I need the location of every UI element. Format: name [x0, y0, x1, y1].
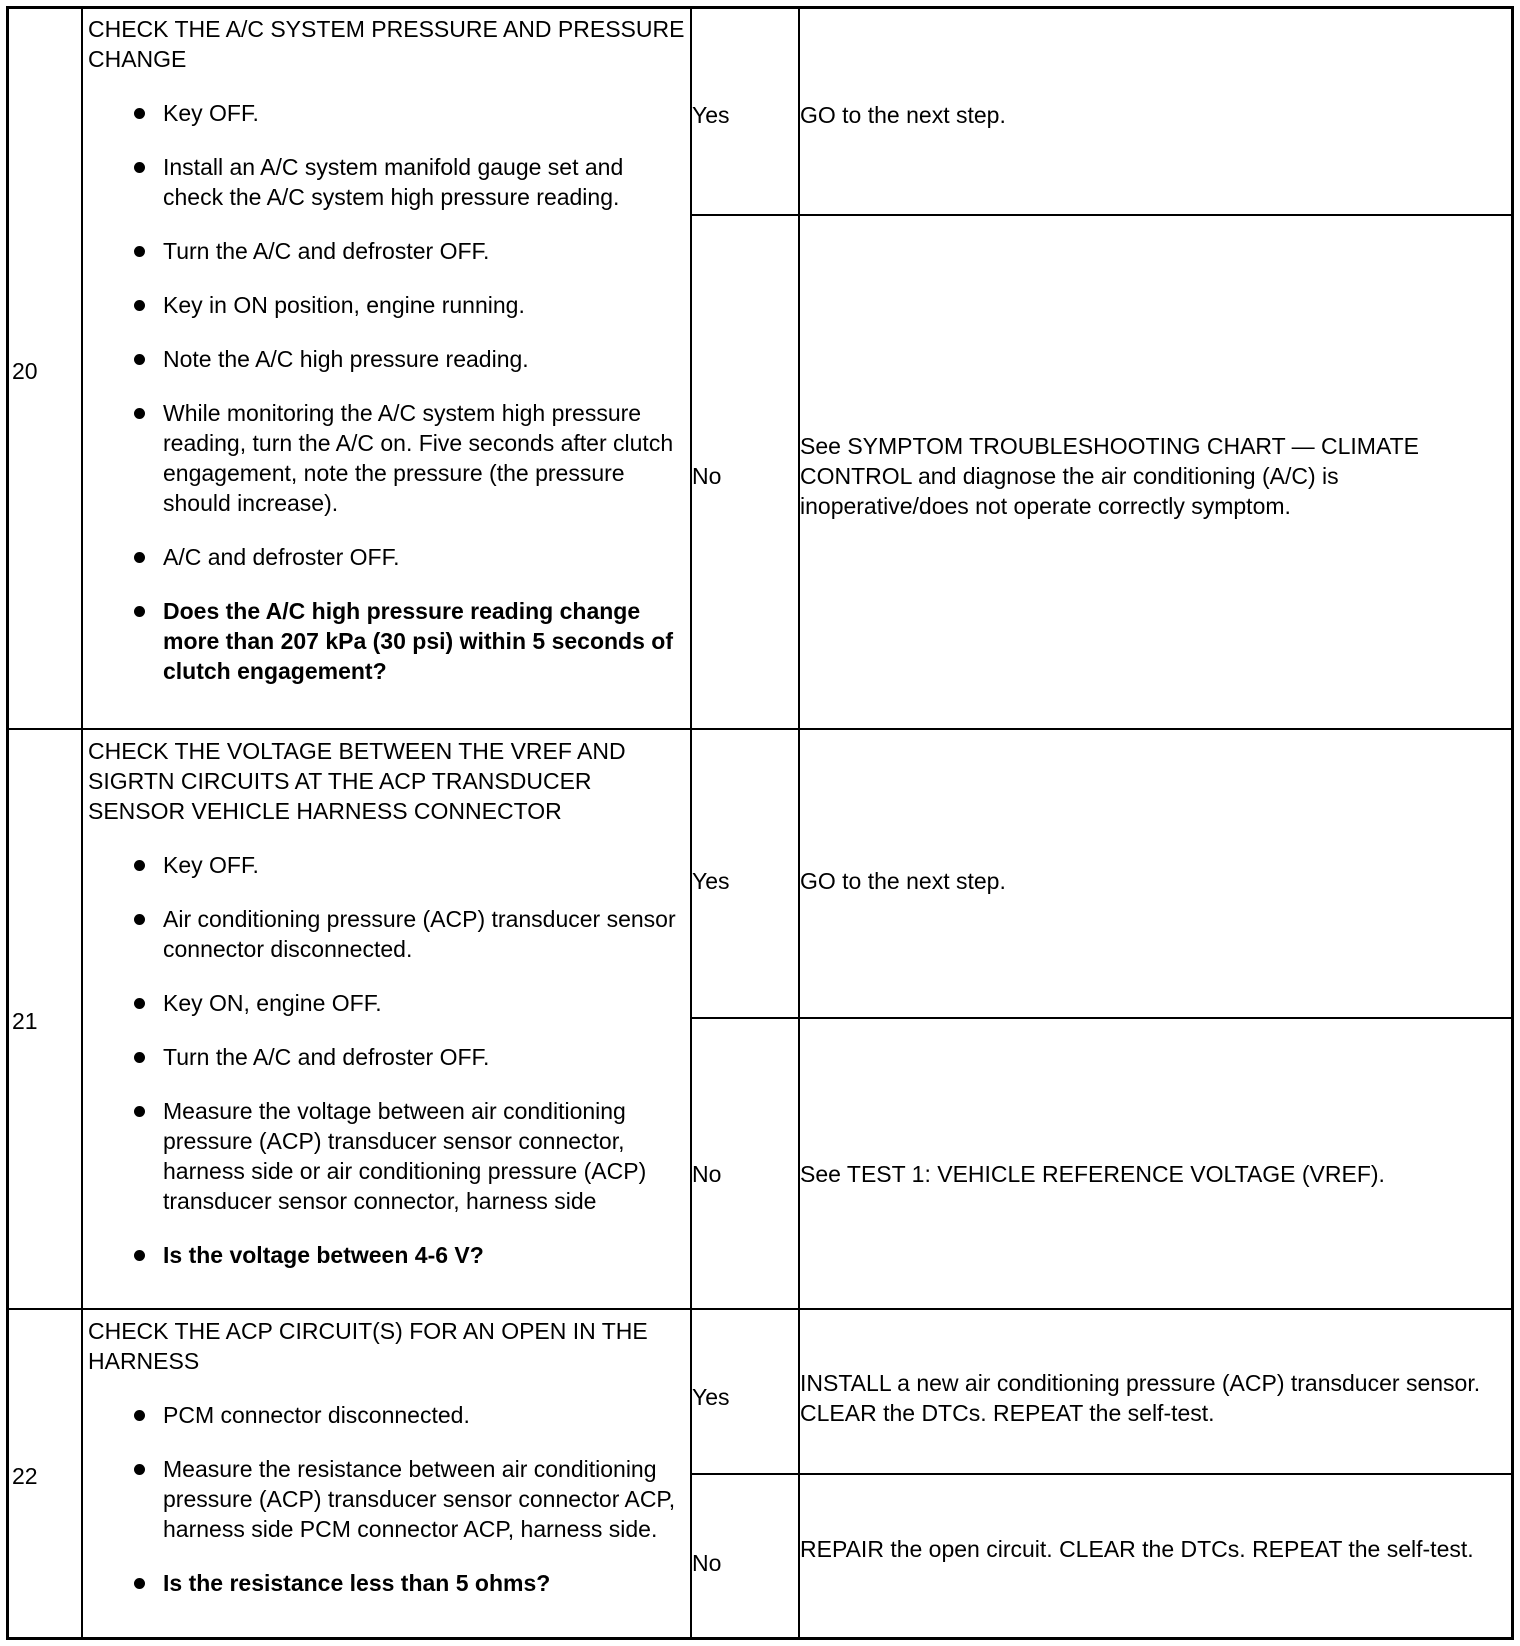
- yes-action: GO to the next step.: [800, 102, 1006, 128]
- action-list: [88, 98, 688, 686]
- action-list: [88, 850, 688, 1270]
- action-item: Turn the A/C and defroster OFF.: [88, 1042, 688, 1072]
- no-label: No: [692, 463, 722, 489]
- step-number: 20: [12, 358, 38, 384]
- result-divider: [690, 214, 1514, 216]
- step-question: Does the A/C high pressure reading change more than 207 kPa (30 psi) within 5 seconds of clutch engagement?: [88, 596, 688, 686]
- action-item: Turn the A/C and defroster OFF.: [88, 236, 688, 266]
- step-content: [88, 1316, 688, 1598]
- yes-label: Yes: [692, 1384, 730, 1410]
- step-number: 22: [12, 1463, 38, 1489]
- no-label: No: [692, 1550, 722, 1576]
- row-divider: [6, 728, 1514, 730]
- step-content: [88, 14, 688, 686]
- no-action: See TEST 1: VEHICLE REFERENCE VOLTAGE (VREF).: [800, 1161, 1385, 1187]
- step-question: Is the voltage between 4-6 V?: [88, 1240, 688, 1270]
- no-label: No: [692, 1161, 722, 1187]
- step-content: [88, 736, 688, 1270]
- action-item: Measure the resistance between air conditioning pressure (ACP) transducer sensor connector ACP, harness side PCM connector ACP, harness side.: [88, 1454, 688, 1544]
- action-item: A/C and defroster OFF.: [88, 542, 688, 572]
- action-item: Key OFF.: [88, 98, 688, 128]
- step-title: CHECK THE A/C SYSTEM PRESSURE AND PRESSURE CHANGE: [88, 16, 685, 72]
- yes-label: Yes: [692, 102, 730, 128]
- action-item: While monitoring the A/C system high pressure reading, turn the A/C on. Five seconds after clutch engagement, note the pressure (the pressure should increase).: [88, 398, 688, 518]
- action-item: Measure the voltage between air conditioning pressure (ACP) transducer sensor connector, harness side or air conditioning pressure (ACP) transducer sensor connector, harness side: [88, 1096, 688, 1216]
- step-number: 21: [12, 1008, 38, 1034]
- action-item: Key ON, engine OFF.: [88, 988, 688, 1018]
- column-divider: [81, 6, 83, 1640]
- result-divider: [690, 1473, 1514, 1475]
- yes-action: GO to the next step.: [800, 868, 1006, 894]
- diagnostic-table: [6, 6, 1514, 1640]
- action-item: Key OFF.: [88, 850, 688, 880]
- action-item: PCM connector disconnected.: [88, 1400, 688, 1430]
- yes-label: Yes: [692, 868, 730, 894]
- action-item: Key in ON position, engine running.: [88, 290, 688, 320]
- action-item: Install an A/C system manifold gauge set and check the A/C system high pressure reading.: [88, 152, 688, 212]
- row-divider: [6, 1308, 1514, 1310]
- action-item: Air conditioning pressure (ACP) transducer sensor connector disconnected.: [88, 904, 688, 964]
- action-item: Note the A/C high pressure reading.: [88, 344, 688, 374]
- result-divider: [690, 1017, 1514, 1019]
- step-question: Is the resistance less than 5 ohms?: [88, 1568, 688, 1598]
- yes-action: INSTALL a new air conditioning pressure (ACP) transducer sensor. CLEAR the DTCs. REPEAT the self-test.: [800, 1370, 1481, 1426]
- no-action: See SYMPTOM TROUBLESHOOTING CHART — CLIMATE CONTROL and diagnose the air conditioning (A/C) is inoperative/does not operate correctly symptom.: [800, 433, 1419, 519]
- step-title: CHECK THE VOLTAGE BETWEEN THE VREF AND SIGRTN CIRCUITS AT THE ACP TRANSDUCER SENSOR VEHICLE HARNESS CONNECTOR: [88, 738, 626, 824]
- step-title: CHECK THE ACP CIRCUIT(S) FOR AN OPEN IN THE HARNESS: [88, 1318, 648, 1374]
- no-action: REPAIR the open circuit. CLEAR the DTCs. REPEAT the self-test.: [800, 1536, 1474, 1562]
- action-list: [88, 1400, 688, 1598]
